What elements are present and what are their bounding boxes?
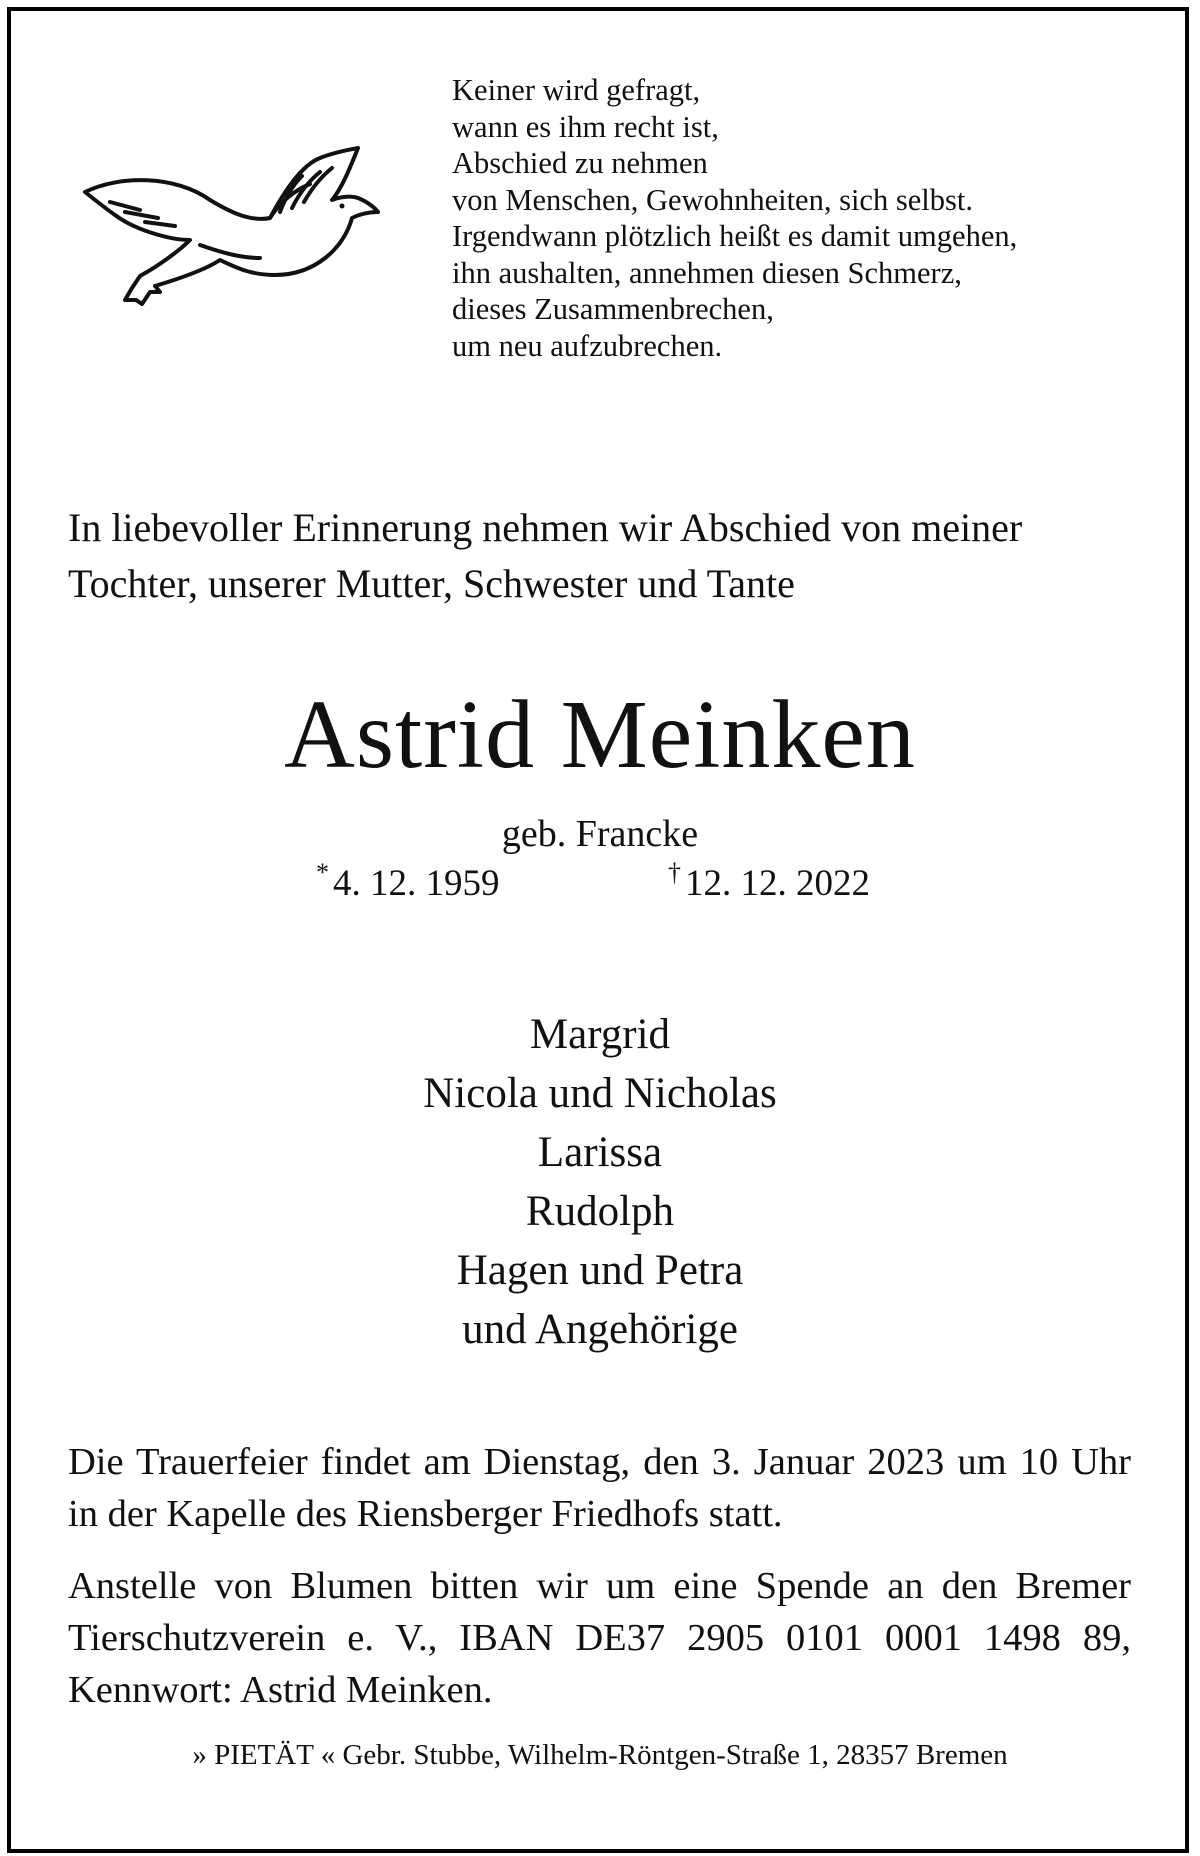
mourner-name: Nicola und Nicholas: [423, 1070, 777, 1117]
birth-date: [316, 857, 500, 908]
ceremony-info: Die Trauerfeier findet am Dienstag, den 3. Januar 2023 um 10 Uhr in der Kapelle des Riensberger Friedhofs statt.: [68, 1441, 1131, 1535]
birth-symbol: *: [316, 857, 329, 887]
mourner-name: Larissa: [537, 1129, 663, 1176]
mourner-name: Margrid: [529, 1011, 671, 1058]
deceased-name: Astrid Meinken: [284, 681, 916, 789]
poem-line: Irgendwann plötzlich heißt es damit umgehen,: [452, 219, 1018, 253]
mourners-list: [0, 1005, 1200, 1359]
death-date-value: 12. 12. 2022: [685, 863, 870, 904]
mourner-name: und Angehörige: [462, 1306, 738, 1353]
poem: [452, 72, 1172, 364]
poem-line: ihn aushalten, annehmen diesen Schmerz,: [452, 255, 962, 290]
maiden-name: geb. Francke: [501, 813, 699, 855]
poem-line: von Menschen, Gewohnheiten, sich selbst.: [452, 182, 973, 217]
intro-line: Tochter, unserer Mutter, Schwester und Tante: [68, 561, 795, 606]
poem-line: dieses Zusammenbrechen,: [452, 292, 774, 326]
funeral-home-footer: » PIETÄT « Gebr. Stubbe, Wilhelm-Röntgen-Straße 1, 28357 Bremen: [192, 1739, 1008, 1771]
mourner-name: Rudolph: [525, 1188, 675, 1235]
dove-icon: [80, 140, 380, 350]
donation-info: Anstelle von Blumen bitten wir um eine Spende an den Bremer Tierschutzverein e. V., IBAN DE37 2905 0101 0001 1498 89, Kennwort: Astrid Meinken.: [68, 1565, 1131, 1711]
birth-date-value: 4. 12. 1959: [333, 863, 500, 904]
poem-line: Abschied zu nehmen: [452, 146, 708, 180]
death-date: [668, 857, 870, 908]
mourner-name: Hagen und Petra: [456, 1247, 744, 1294]
poem-line: Keiner wird gefragt,: [452, 73, 701, 107]
poem-line: wann es ihm recht ist,: [452, 109, 719, 144]
intro-text: [68, 500, 1148, 612]
poem-line: um neu aufzubrechen.: [452, 328, 723, 363]
death-symbol: †: [668, 857, 681, 887]
intro-line: In liebevoller Erinnerung nehmen wir Abschied von meiner: [68, 505, 1023, 550]
